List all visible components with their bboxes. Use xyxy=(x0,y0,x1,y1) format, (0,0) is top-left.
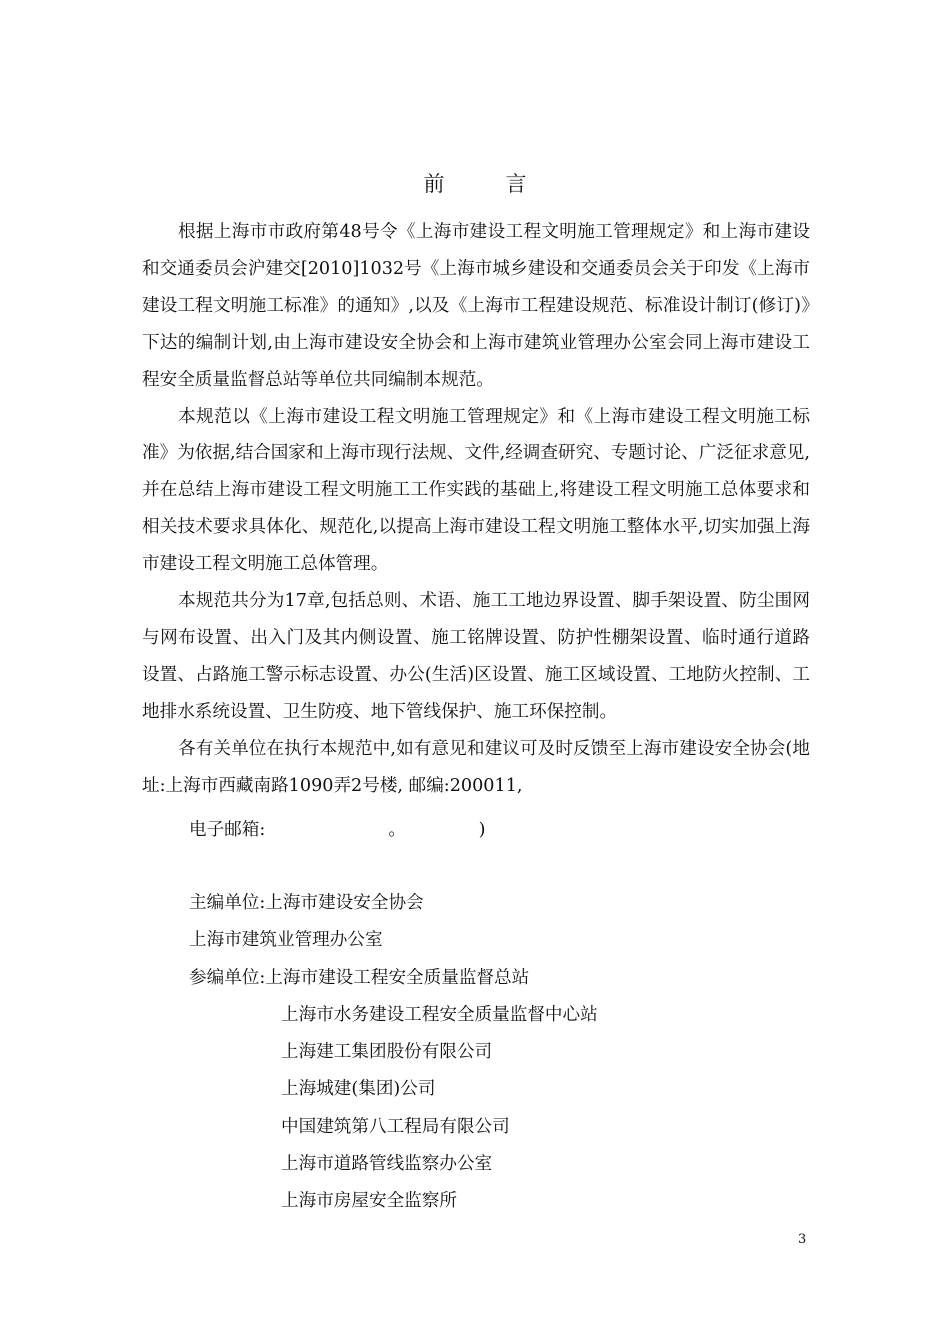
paragraph: 各有关单位在执行本规范中,如有意见和建议可及时反馈至上海市建设安全协会(地址:上海市西藏南路1090弄2号楼, 邮编:200011, xyxy=(142,738,810,796)
editing-units xyxy=(189,888,598,1224)
paragraph: 根据上海市市政府第48号令《上海市建设工程文明施工管理规定》和上海市建设和交通委员会沪建交[2010]1032号《上海市城乡建设和交通委员会关于印发《上海市建设工程文明施工标准》的通知》,以及《上海市工程建设规范、标准设计制订(修订)》下达的编制计划,由上海市建设安全协会和上海市建筑业管理办公室会同上海市建设工程安全质量监督总站等单位共同编制本规范。 xyxy=(142,222,810,390)
participant-item: 中国建筑第八工程局有限公司 xyxy=(281,1116,510,1137)
page-number: 3 xyxy=(798,1232,807,1247)
chief-editor-2: 上海市建筑业管理办公室 xyxy=(189,930,383,951)
participant-item: 上海市房屋安全监察所 xyxy=(281,1191,457,1212)
preface-body xyxy=(142,214,810,805)
participants-label: 参编单位:上海市建设工程安全质量监督总站 xyxy=(189,967,530,988)
participant-item: 上海建工集团股份有限公司 xyxy=(281,1042,493,1063)
page-title: 前 言 xyxy=(423,172,547,196)
participant-item: 上海市水务建设工程安全质量监督中心站 xyxy=(281,1004,598,1025)
chief-editor: 主编单位:上海市建设安全协会 xyxy=(189,893,424,913)
paragraph: 本规范共分为17章,包括总则、术语、施工工地边界设置、脚手架设置、防尘围网与网布设置、出入门及其内侧设置、施工铭牌设置、防护性棚架设置、临时通行道路设置、占路施工警示标志设置、办公(生活)区设置、施工区域设置、工地防火控制、工地排水系统设置、卫生防疫、地下管线保护、施工环保控制。 xyxy=(142,591,810,722)
participant-item: 上海市道路管线监察办公室 xyxy=(281,1154,493,1175)
paragraph: 本规范以《上海市建设工程文明施工管理规定》和《上海市建设工程文明施工标准》为依据,结合国家和上海市现行法规、文件,经调查研究、专题讨论、广泛征求意见,并在总结上海市建设工程文明施工工作实践的基础上,将建设工程文明施工总体要求和相关技术要求具体化、规范化,以提高上海市建设工程文明施工整体水平,切实加强上海市建设工程文明施工总体管理。 xyxy=(142,406,810,575)
email-line: 电子邮箱: 。 ) xyxy=(189,820,486,840)
participant-item: 上海城建(集团)公司 xyxy=(281,1079,436,1100)
